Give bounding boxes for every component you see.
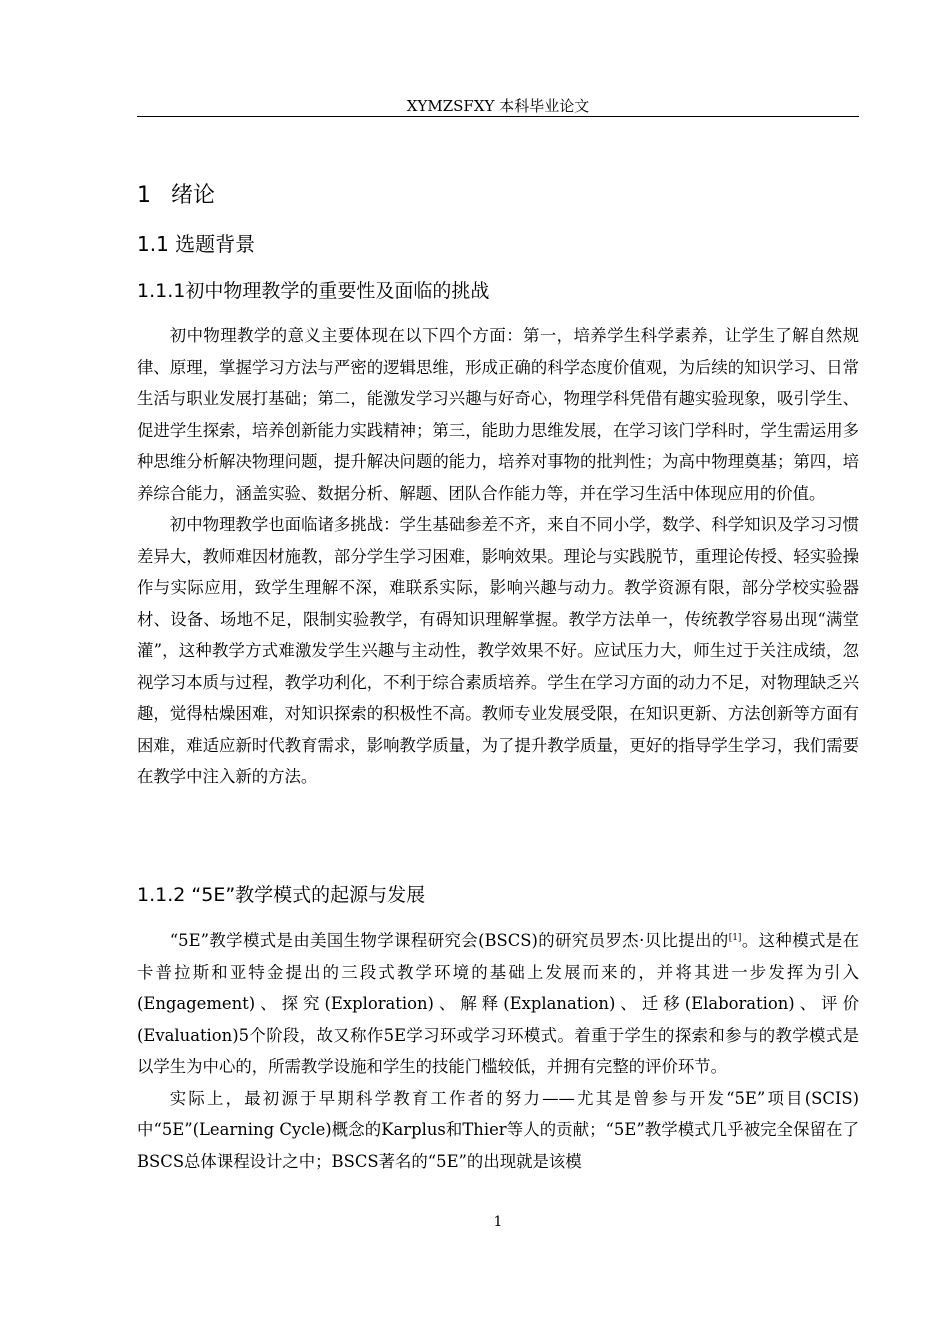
subsection-heading-2: 1.1.2 “5E”教学模式的起源与发展: [137, 884, 426, 906]
page-number: 1: [493, 1214, 503, 1230]
subsection-heading-1: 1.1.1初中物理教学的重要性及面临的挑战: [137, 280, 490, 302]
chapter-number: 1: [137, 183, 151, 208]
header-rule: [137, 116, 859, 117]
paragraph-4: 实际上，最初源于早期科学教育工作者的努力——尤其是曾参与开发“5E”项目(SCIS)中“5E”(Learning Cycle)概念的Karplus和Thier等人的贡献；“5E”教学模式几乎被完全保留在了BSCS总体课程设计之中；BSCS著名的“5E”的出现就是该模: [137, 1088, 859, 1171]
paragraph-3-text-a: “5E”教学模式是由美国生物学课程研究会(BSCS)的研究员罗杰·贝比提出的: [169, 931, 729, 950]
section-heading: 1.1 选题背景: [137, 232, 256, 256]
body-section-2: [137, 925, 859, 1177]
chapter-title: 绪论: [171, 183, 216, 208]
paragraph-3: [137, 925, 859, 1083]
chapter-heading: [137, 178, 215, 209]
paragraph-3-text-b: 。这种模式是在卡普拉斯和亚特金提出的三段式教学环境的基础上发展而来的，并将其进一步发挥为引入(Engagement)、探究(Exploration)、解释(Explanation)、迁移(Elaboration)、评价(Evaluation)5个阶段，故又称作5E学习环或学习环模式。着重于学生的探索和参与的教学模式是以学生为中心的，所需教学设施和学生的技能门槛较低，并拥有完整的评价环节。: [137, 931, 860, 1076]
paragraph-1: 初中物理教学的意义主要体现在以下四个方面：第一，培养学生科学素养，让学生了解自然规律、原理，掌握学习方法与严密的逻辑思维，形成正确的科学态度价值观，为后续的知识学习、日常生活与职业发展打基础；第二，能激发学习兴趣与好奇心，物理学科凭借有趣实验现象，吸引学生、促进学生探索，培养创新能力实践精神；第三，能助力思维发展，在学习该门学科时，学生需运用多种思维分析解决物理问题，提升解决问题的能力，培养对事物的批判性；为高中物理奠基；第四，培养综合能力，涵盖实验、数据分析、解题、团队合作能力等，并在学习生活中体现应用的价值。: [137, 326, 859, 503]
body-section-1: [137, 320, 859, 793]
paragraph-2: 初中物理教学也面临诸多挑战：学生基础参差不齐，来自不同小学，数学、科学知识及学习习惯差异大，教师难因材施教，部分学生学习困难，影响效果。理论与实践脱节，重理论传授、轻实验操作与实际应用，致学生理解不深，难联系实际，影响兴趣与动力。教学资源有限，部分学校实验器材、设备、场地不足，限制实验教学，有碍知识理解掌握。教学方法单一，传统教学容易出现“满堂灌”，这种教学方式难激发学生兴趣与主动性，教学效果不好。应试压力大，师生过于关注成绩，忽视学习本质与过程，教学功利化，不利于综合素质培养。学生在学习方面的动力不足，对物理缺乏兴趣，觉得枯燥困难，对知识探索的积极性不高。教师专业发展受限，在知识更新、方法创新等方面有困难，难适应新时代教育需求，影响教学质量，为了提升教学质量，更好的指导学生学习，我们需要在教学中注入新的方法。: [137, 515, 859, 786]
running-header: XYMZSFXY 本科毕业论文: [406, 97, 590, 115]
citation-ref: [1]: [728, 933, 742, 943]
